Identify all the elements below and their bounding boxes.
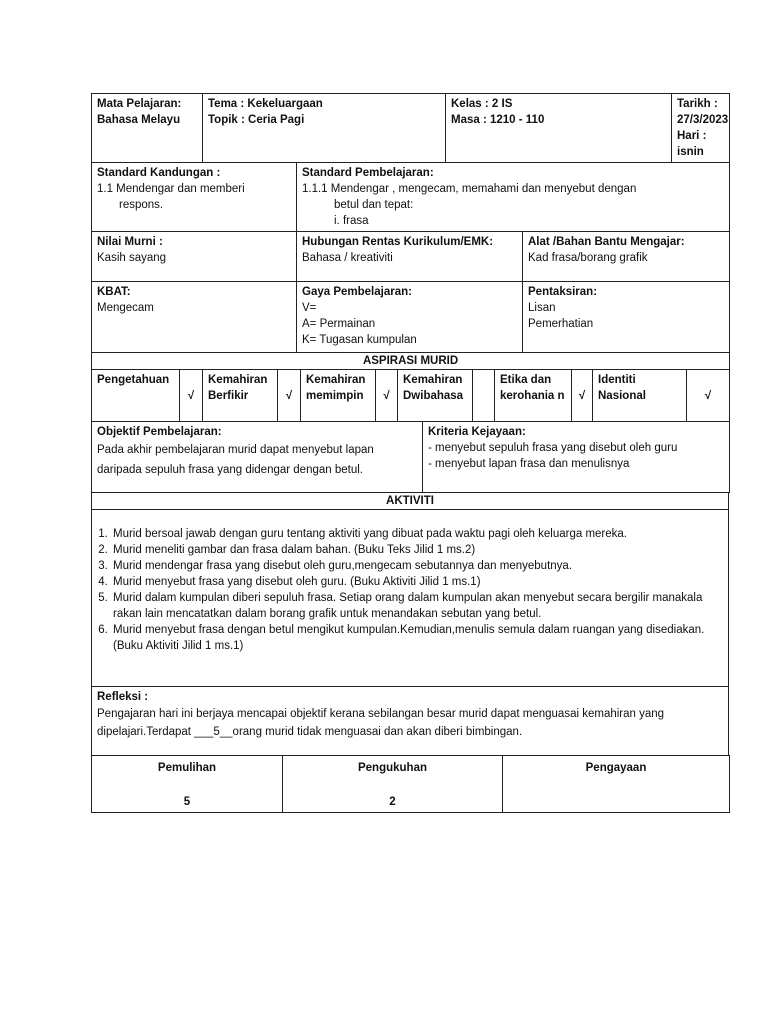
activity-step: 1. Murid bersoal jawab dengan guru tentang aktiviti yang dibuat pada waktu pagi oleh keluarga mereka. [111, 526, 723, 542]
emk-value: Bahasa / kreativiti [302, 252, 393, 264]
reflection-text [97, 705, 723, 741]
reinforcement-cell [283, 756, 503, 813]
content-standard-label: Standard Kandungan : [97, 167, 221, 179]
content-standard-value: 1.1 Mendengar dan memberi [97, 183, 245, 195]
learning-style-label: Gaya Pembelajaran: [302, 286, 412, 298]
activity-step: 2. Murid meneliti gambar dan frasa dalam bahan. (Buku Teks Jilid 1 ms.2) [111, 542, 723, 558]
kbat-label: KBAT: [97, 286, 131, 298]
topic-label: Topik : Ceria Pagi [208, 114, 305, 126]
aspiration-title: ASPIRASI MURID [92, 353, 730, 370]
enrichment-cell [503, 756, 730, 813]
theme-label: Tema : Kekeluargaan [208, 98, 323, 110]
learning-standard-value-3: i. frasa [334, 215, 369, 227]
assessment-value-2: Pemerhatian [528, 318, 594, 330]
teaching-aid-cell [523, 232, 730, 282]
reflection-blank: ___5__ [194, 726, 233, 738]
aspiration-item-label: Kemahiran Berfikir [203, 370, 278, 422]
kbat-value: Mengecam [97, 302, 154, 314]
remedial-value: 5 [183, 796, 191, 808]
teaching-aid-label: Alat /Bahan Bantu Mengajar: [528, 236, 685, 248]
learning-standard-value: 1.1.1 Mendengar , mengecam, memahami dan menyebut dengan [302, 183, 637, 195]
values-table [91, 231, 730, 353]
day-label: Hari : isnin [677, 130, 707, 158]
learning-style-visual: V= [302, 302, 317, 314]
followup-table [91, 755, 730, 813]
lesson-plan-top-table [91, 93, 730, 163]
success-criteria-list [428, 440, 724, 472]
activity-title: AKTIVITI [92, 493, 729, 510]
aspiration-item-label: Kemahiran Dwibahasa [398, 370, 473, 422]
learning-standard-cell [297, 163, 730, 232]
activity-step: 4. Murid menyebut frasa yang disebut oleh guru. (Buku Aktiviti Jilid 1 ms.1) [111, 574, 723, 590]
reinforcement-label: Pengukuhan [357, 762, 427, 774]
aspiration-item-label: Pengetahuan [92, 370, 180, 422]
assessment-cell [523, 282, 730, 353]
learning-standard-value-2: betul dan tepat: [334, 199, 414, 211]
assessment-value-1: Lisan [528, 302, 556, 314]
reinforcement-value: 2 [389, 796, 396, 808]
content-standard-cell [92, 163, 297, 232]
subject-value: Bahasa Melayu [97, 114, 181, 126]
learning-style-cell [297, 282, 523, 353]
objective-table [91, 421, 730, 493]
subject-cell [92, 94, 203, 163]
remedial-label: Pemulihan [157, 762, 217, 774]
kbat-cell [92, 282, 297, 353]
reflection-text-b: orang murid tidak menguasai dan akan diberi bimbingan. [232, 726, 523, 738]
date-label: Tarikh : 27/3/2023 [677, 98, 729, 126]
activity-table [91, 492, 729, 756]
content-standard-value-2: respons. [119, 199, 164, 211]
moral-values-label: Nilai Murni : [97, 236, 163, 248]
aspiration-check-mark: √ [278, 370, 301, 422]
success-criteria-item: - menyebut lapan frasa dan menulisnya [428, 456, 724, 472]
lesson-plan-sheet [91, 93, 729, 813]
aspiration-check-mark: √ [180, 370, 203, 422]
success-criteria-label: Kriteria Kejayaan: [428, 426, 526, 438]
class-label: Kelas : 2 IS [451, 98, 513, 110]
assessment-label: Pentaksiran: [528, 286, 598, 298]
reflection-text-a: Pengajaran hari ini berjaya mencapai objektif kerana sebilangan besar murid dapat menguasai kemahiran yang dipelajari.Terdapat [97, 708, 665, 738]
time-label: Masa : 1210 - 110 [451, 114, 545, 126]
emk-cell [297, 232, 523, 282]
reflection-label: Refleksi : [97, 691, 149, 703]
aspiration-item-label: Identiti Nasional [593, 370, 687, 422]
remedial-cell [92, 756, 283, 813]
learning-style-audio: A= Permainan [302, 318, 376, 330]
teaching-aid-value: Kad frasa/borang grafik [528, 252, 648, 264]
activity-step: 5. Murid dalam kumpulan diberi sepuluh frasa. Setiap orang dalam kumpulan akan menyebut secara bergilir manakala rakan lain mencatatkan dalam borang grafik untuk menandakan sebutan yang betul. [111, 590, 723, 622]
date-cell [672, 94, 730, 163]
moral-values-cell [92, 232, 297, 282]
objective-label: Objektif Pembelajaran: [97, 426, 222, 438]
aspiration-check-mark [473, 370, 495, 422]
enrichment-label: Pengayaan [585, 762, 647, 774]
objective-text: Pada akhir pembelajaran murid dapat menyebut lapan daripada sepuluh frasa yang didengar dengan betul. [97, 444, 374, 476]
activity-steps-cell [92, 510, 729, 687]
success-criteria-item: - menyebut sepuluh frasa yang disebut oleh guru [428, 440, 724, 456]
aspiration-check-mark: √ [572, 370, 593, 422]
learning-standard-label: Standard Pembelajaran: [302, 167, 434, 179]
emk-label: Hubungan Rentas Kurikulum/EMK: [302, 236, 494, 248]
activity-step: 6. Murid menyebut frasa dengan betul mengikut kumpulan.Kemudian,menulis semula dalam ruangan yang disediakan. (Buku Aktiviti Jilid 1 ms.1) [111, 622, 723, 654]
success-criteria-cell [423, 422, 730, 493]
aspiration-item-label: Etika dan kerohania n [495, 370, 572, 422]
activity-steps-list [97, 526, 723, 654]
theme-cell [203, 94, 446, 163]
aspiration-check-mark: √ [376, 370, 398, 422]
activity-step: 3. Murid mendengar frasa yang disebut oleh guru,mengecam sebutannya dan menyebutnya. [111, 558, 723, 574]
subject-label: Mata Pelajaran: [97, 98, 182, 110]
aspiration-table [91, 352, 730, 422]
class-cell [446, 94, 672, 163]
aspiration-item-label: Kemahiran memimpin [301, 370, 376, 422]
standard-table [91, 162, 730, 232]
aspiration-check-mark: √ [687, 370, 730, 422]
moral-values-value: Kasih sayang [97, 252, 167, 264]
reflection-cell [92, 687, 729, 756]
objective-cell [92, 422, 423, 493]
learning-style-kinesthetic: K= Tugasan kumpulan [302, 334, 417, 346]
